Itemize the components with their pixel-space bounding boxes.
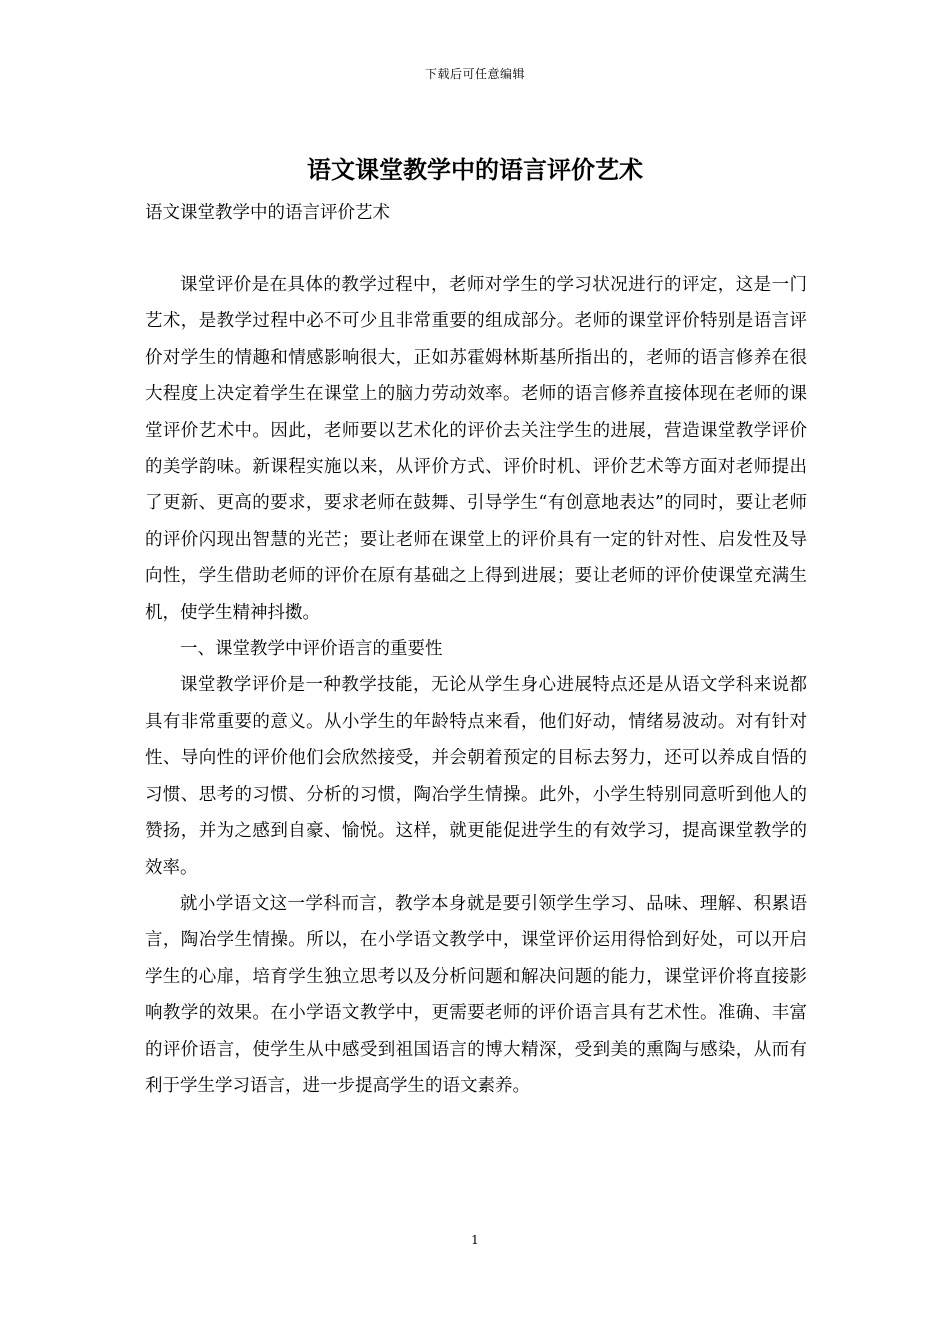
intro-paragraph: 课堂评价是在具体的教学过程中，老师对学生的学习状况进行的评定，这是一门艺术，是教学过程中必不可少且非常重要的组成部分。老师的课堂评价特别是语言评价对学生的情趣和情感影响很大，正如苏霍姆林斯基所指出的，老师的语言修养在很大程度上决定着学生在课堂上的脑力劳动效率。老师的语言修养直接体现在老师的课堂评价艺术中。因此，老师要以艺术化的评价去关注学生的进展，营造课堂教学评价的美学韵味。新课程实施以来，从评价方式、评价时机、评价艺术等方面对老师提出了更新、更高的要求，要求老师在鼓舞、引导学生“有创意地表达”的同时，要让老师的评价闪现出智慧的光芒；要让老师在课堂上的评价具有一定的针对性、启发性及导向性，学生借助老师的评价在原有基础之上得到进展；要让老师的评价使课堂充满生机，使学生精神抖擞。 <box>145 275 807 623</box>
document-subtitle: 语文课堂教学中的语言评价艺术 <box>145 203 390 223</box>
page-number: 1 <box>471 1233 479 1247</box>
body-paragraph: 就小学语文这一学科而言，教学本身就是要引领学生学习、品味、理解、积累语言，陶冶学生情操。所以，在小学语文教学中，课堂评价运用得恰到好处，可以开启学生的心扉，培育学生独立思考以及分析问题和解决问题的能力，课堂评价将直接影响教学的效果。在小学语文教学中，更需要老师的评价语言具有艺术性。准确、丰富的评价语言，使学生从中感受到祖国语言的博大精深，受到美的熏陶与感染，从而有利于学生学习语言，进一步提高学生的语文素养。 <box>145 893 807 1096</box>
document-body <box>145 267 807 1104</box>
page-header: 下载后可任意编辑 <box>424 67 525 81</box>
section-heading: 一、课堂教学中评价语言的重要性 <box>180 639 443 660</box>
body-paragraph: 课堂教学评价是一种教学技能，无论从学生身心进展特点还是从语文学科来说都具有非常重要的意义。从小学生的年龄特点来看，他们好动，情绪易波动。对有针对性、导向性的评价他们会欣然接受，并会朝着预定的目标去努力，还可以养成自悟的习惯、思考的习惯、分析的习惯，陶冶学生情操。此外，小学生特别同意听到他人的赞扬，并为之感到自豪、愉悦。这样，就更能促进学生的有效学习，提高课堂教学的效率。 <box>145 675 807 878</box>
document-title: 语文课堂教学中的语言评价艺术 <box>307 155 643 184</box>
